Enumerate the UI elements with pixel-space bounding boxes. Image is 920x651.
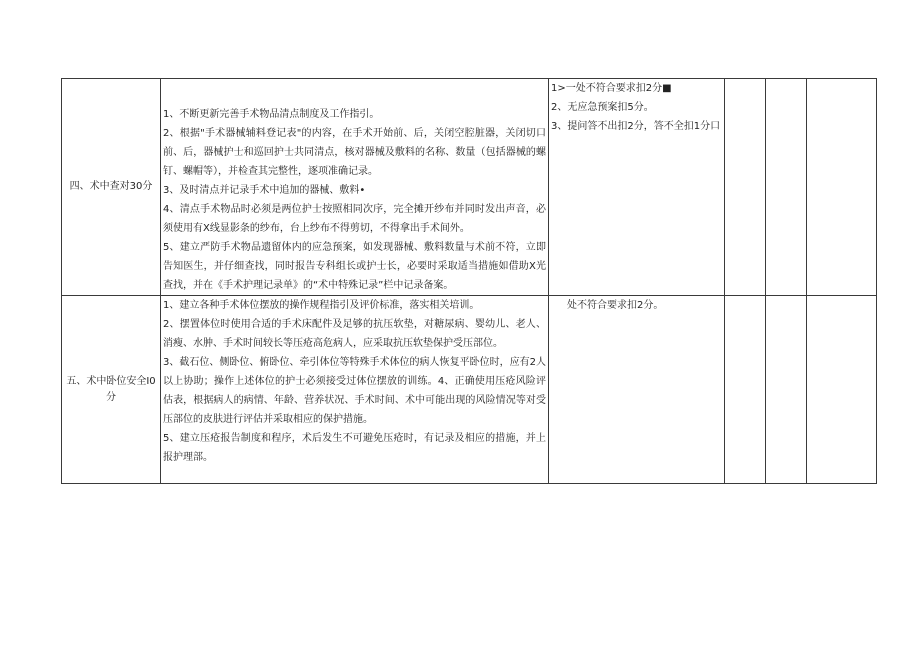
scoring-line: 处不符合要求扣2分。 xyxy=(567,300,664,311)
scoring-cell xyxy=(549,296,725,484)
category-label: 五、术中卧位安全I0分 xyxy=(66,375,156,403)
empty-cell xyxy=(766,296,807,484)
content-line: 1、不断更新完善手术物品清点制度及工作指引。 xyxy=(163,109,380,120)
scoring-line: 3、提问答不出扣2分，答不全扣1分口 xyxy=(551,121,721,132)
scoring-line: 1>一处不符合要求扣2分■ xyxy=(551,83,672,94)
content-line: 4、清点手术物品时必须是两位护士按照相同次序，完全摊开纱布并同时发出声音，必须使用有X线显影条的纱布，台上纱布不得剪切，不得拿出手术间外。 xyxy=(163,204,546,234)
table-row xyxy=(62,79,877,296)
content-line: 5、建立压疮报告制度和程序，术后发生不可避免压疮时，有记录及相应的措施，并上报护理部。 xyxy=(163,433,546,463)
category-label: 四、术中查对30分 xyxy=(69,181,153,192)
category-cell xyxy=(62,79,161,296)
content-line: 2、根据"手术器械辅料登记表"的内容，在手术开始前、后，关闭空腔脏器，关闭切口前、后，器械护士和巡回护士共同清点，核对器械及敷料的名称、数量（包括器械的螺钉、螺帽等），并检查其完整性，逐项准确记录。 xyxy=(163,128,546,177)
empty-cell xyxy=(766,79,807,296)
empty-cell xyxy=(725,296,766,484)
content-line: 3、截石位、侧卧位、俯卧位、牵引体位等特殊手术体位的病人恢复平卧位时，应有2人以上协助；操作上述体位的护士必须接受过体位摆放的训练。4、正确使用压疮风险评估表，根据病人的病情、年龄、营养状况、手术时间、术中可能出现的风险情况等对受压部位的皮肤进行评估并采取相应的保护措施。 xyxy=(163,357,546,425)
content-cell xyxy=(161,296,549,484)
category-cell xyxy=(62,296,161,484)
content-line: 2、摆置体位时使用合适的手术床配件及足够的抗压软垫，对糖尿病、婴幼儿、老人、消瘦、水肿、手术时间较长等压疮高危病人，应采取抗压软垫保护受压部位。 xyxy=(163,319,546,349)
scoring-cell xyxy=(549,79,725,296)
content-cell xyxy=(161,79,549,296)
empty-cell xyxy=(725,79,766,296)
table-row xyxy=(62,296,877,484)
content-line: 3、及时清点并记录手术中追加的器械、敷料• xyxy=(163,185,366,196)
content-line: 5、建立严防手术物品遗留体内的应急预案，如发现器械、敷料数量与术前不符，立即告知医生，并仔细查找，同时报告专科组长或护士长，必要时采取适当措施如借助X光查找，并在《手术护理记录单》的“术中特殊记录”栏中记录备案。 xyxy=(163,242,546,291)
empty-cell xyxy=(807,79,877,296)
content-line: 1、建立各种手术体位摆放的操作规程指引及评价标准，落实相关培训。 xyxy=(163,300,480,311)
empty-cell xyxy=(807,296,877,484)
standards-table xyxy=(61,78,877,484)
scoring-line: 2、无应急预案扣5分。 xyxy=(551,102,654,113)
content-spacer xyxy=(163,79,546,105)
